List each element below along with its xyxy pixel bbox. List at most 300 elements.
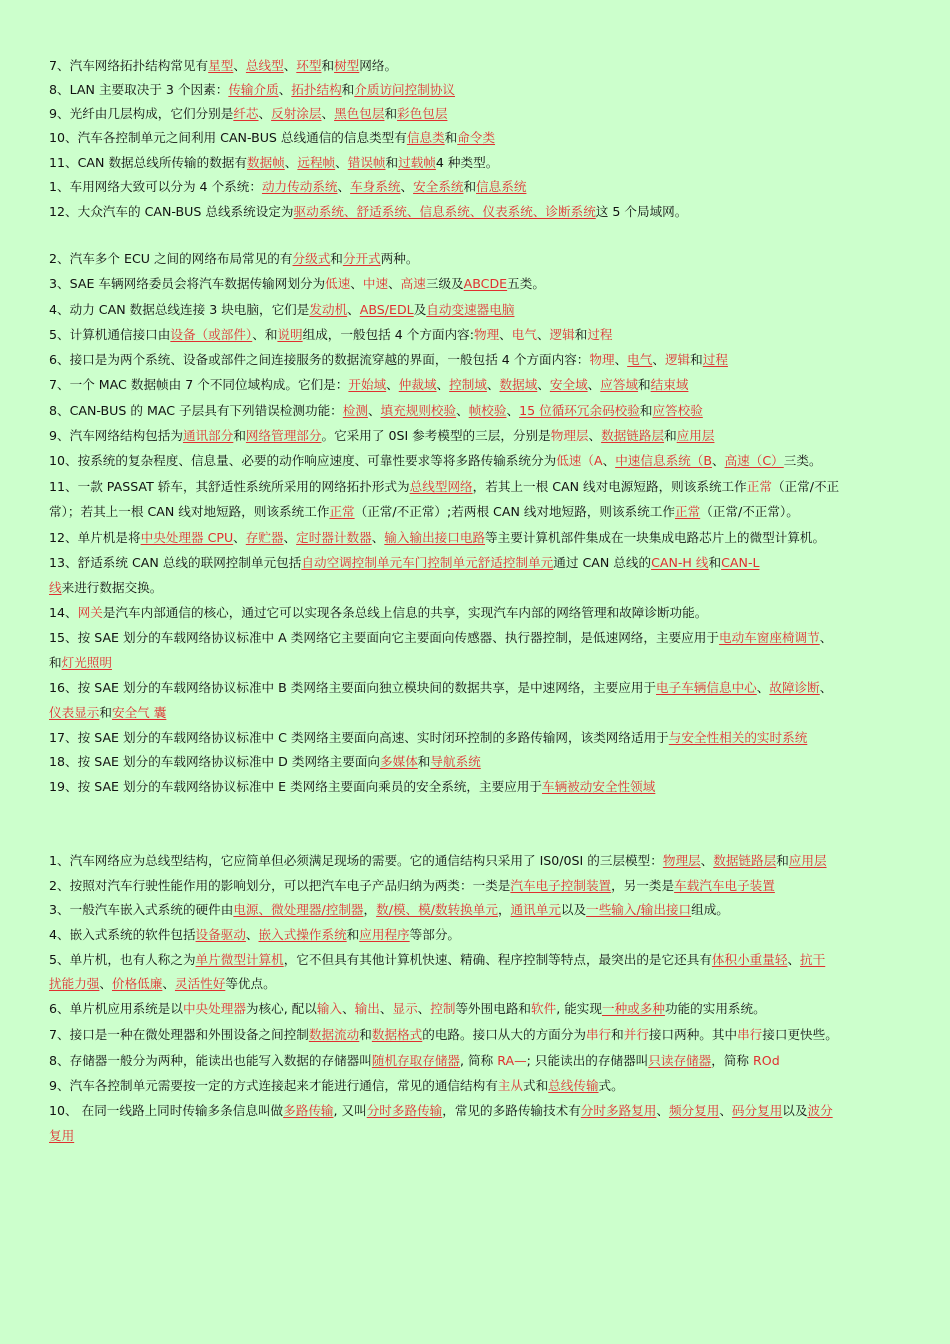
answer-text: 中速 <box>362 276 389 291</box>
answer-text: 介质访问控制协议 <box>354 82 456 97</box>
text-line <box>49 679 914 697</box>
answer-text: 应用程序 <box>359 927 410 942</box>
answer-text: 输入 <box>316 1001 343 1016</box>
answer-text: 数据链路层 <box>601 428 665 443</box>
text-line <box>49 427 914 445</box>
question-text: ，它不但具有其他计算机快速、精确、程序控制等特点，最突出的是它还具有 <box>283 952 712 967</box>
text-line <box>49 1000 914 1018</box>
question-text: 和 <box>233 428 246 443</box>
text-line <box>49 729 914 747</box>
answer-text: 黑色包层 <box>334 106 385 121</box>
answer-text: 并行 <box>623 1027 649 1042</box>
question-text: 7、汽车网络拓扑结构常见有 <box>49 58 209 73</box>
answer-text: 随机存取存储器 <box>371 1053 461 1068</box>
question-text: 、 <box>321 106 335 121</box>
question-text: , 又叫 <box>333 1103 367 1118</box>
text-line <box>49 178 914 196</box>
text-line <box>49 654 914 672</box>
answer-text: 波分 <box>807 1103 833 1118</box>
answer-text: 自动空调控制单元车门控制单元舒适控制单元 <box>301 555 554 570</box>
question-text: 和 <box>417 754 431 769</box>
answer-text: 控制域 <box>449 377 487 392</box>
answer-text: 过载帧 <box>398 155 436 170</box>
question-text: 。它采用了 0SI 参考模型的三层，分别是 <box>321 428 551 443</box>
answer-text: 错误帧 <box>347 155 386 170</box>
text-line <box>49 452 914 470</box>
answer-text: 数据流动 <box>308 1027 360 1042</box>
question-text: 、 <box>284 155 298 170</box>
text-line <box>49 926 914 944</box>
question-text: 18、按 SAE 划分的车载网络协议标准中 D 类网络主要面向 <box>49 754 381 769</box>
answer-text: 应答域 <box>600 377 639 392</box>
answer-text: 仲裁域 <box>398 377 437 392</box>
answer-text: 电气 <box>627 352 653 367</box>
answer-text: 纤芯 <box>233 106 259 121</box>
answer-text: 软件 <box>531 1001 557 1016</box>
text-line <box>49 250 914 268</box>
text-line <box>49 402 914 420</box>
question-text: 4、动力 CAN 数据总线连接 3 块电脑，它们是 <box>49 302 310 317</box>
question-text: 、 <box>819 630 833 645</box>
answer-text: 定时器计数器 <box>296 530 372 545</box>
question-text: 12、大众汽车的 CAN-BUS 总线系统设定为 <box>49 204 294 219</box>
question-text: 、 <box>719 1103 732 1118</box>
question-text: 、 <box>386 377 399 392</box>
answer-text: 数据域 <box>499 377 538 392</box>
text-line <box>49 351 914 369</box>
answer-text: 物理 <box>473 327 500 342</box>
question-text: 3、一般汽车嵌入式系统的硬件由 <box>49 902 234 917</box>
text-line <box>49 579 914 597</box>
question-text: 11、CAN 数据总线所传输的数据有 <box>49 155 247 170</box>
answer-text: 多媒体 <box>380 754 418 769</box>
answer-text: 应答校验 <box>652 403 703 418</box>
question-text: 15、按 SAE 划分的车载网络协议标准中 A 类网络它主要面向它主要面向传感器、执行器控制，是低速网络，主要应用于 <box>49 630 719 645</box>
answer-text: 价格低廉 <box>111 976 163 991</box>
question-text: 、 <box>787 952 801 967</box>
question-text: 和 <box>444 130 458 145</box>
answer-text: 低速 <box>325 276 351 291</box>
question-text: 、 <box>388 276 401 291</box>
answer-text: 数据链路层 <box>713 853 777 868</box>
answer-text: 正常 <box>329 504 355 519</box>
question-text: 4、嵌入式系统的软件包括 <box>49 927 196 942</box>
answer-text: 安全气 囊 <box>111 705 167 720</box>
answer-text: 码分复用 <box>731 1103 783 1118</box>
answer-text: 频分复用 <box>668 1103 720 1118</box>
question-text: 和 <box>574 327 588 342</box>
question-text: 、 <box>537 377 550 392</box>
answer-text: 应用层 <box>676 428 715 443</box>
answer-text: 总线型 <box>245 58 284 73</box>
question-text: 、 <box>756 680 770 695</box>
question-text: 8、CAN-BUS 的 MAC 子层具有下列错误检测功能： <box>49 403 343 418</box>
answer-text: 15 位循环冗余码校验 <box>519 403 640 418</box>
question-text: 和 <box>463 179 477 194</box>
answer-text: 开始域 <box>348 377 387 392</box>
question-text: 、 <box>99 976 112 991</box>
answer-text: 逻辑 <box>549 327 575 342</box>
question-text: 网络。 <box>359 58 398 73</box>
question-text: 和 <box>385 155 399 170</box>
answer-text: 网关 <box>77 605 103 620</box>
question-text: 和 <box>346 927 360 942</box>
question-text: 、 <box>700 853 714 868</box>
answer-text: 高速（C） <box>724 453 784 468</box>
text-line <box>49 1102 914 1120</box>
answer-text: 安全系统 <box>413 179 464 194</box>
answer-text: 设备驱动 <box>195 927 246 942</box>
text-line <box>49 1077 914 1095</box>
answer-text: 分时多路传输 <box>366 1103 443 1118</box>
answer-text: 正常 <box>746 479 772 494</box>
answer-text: ABCDE <box>463 276 508 291</box>
answer-text: 电气 <box>511 327 537 342</box>
answer-text: 逻辑 <box>664 352 691 367</box>
question-text: 和 <box>359 1027 372 1042</box>
question-text: 三类。 <box>783 453 822 468</box>
answer-text: 星型 <box>208 58 234 73</box>
question-text: 和 <box>321 58 335 73</box>
question-text: 功能的实用系统。 <box>664 1001 766 1016</box>
question-text: 和 <box>664 428 677 443</box>
question-text: 、 <box>711 453 725 468</box>
question-text: 等部分。 <box>409 927 461 942</box>
question-text: 式和 <box>522 1078 549 1093</box>
text-line <box>49 604 914 622</box>
question-text: 1、汽车网络应为总线型结构，它应简单但必须满足现场的需要。它的通信结构只采用了 IS0/0SI 的三层模型： <box>49 853 663 868</box>
text-line <box>49 478 914 496</box>
text-line <box>49 503 914 521</box>
answer-text: 安全域 <box>549 377 588 392</box>
question-text: 、 <box>371 530 385 545</box>
answer-text: 检测 <box>342 403 368 418</box>
question-text: 11、一款 PASSAT 轿车，其舒适性系统所采用的网络拓扑形式为 <box>49 479 410 494</box>
answer-text: 抗干 <box>800 952 826 967</box>
question-text: 组成。 <box>691 902 729 917</box>
question-text: 、 <box>162 976 175 991</box>
question-text: 12、单片机是将 <box>49 530 141 545</box>
question-text: （正常/不正常）;若两根 CAN 线对地短路，则该系统工作 <box>354 504 675 519</box>
question-text: 组成，一般包括 4 个方面内容: <box>302 327 474 342</box>
answer-text: ROd <box>753 1053 780 1068</box>
question-text: 、 <box>614 352 628 367</box>
answer-text: 物理 <box>589 352 615 367</box>
answer-text: 说明 <box>277 327 303 342</box>
answer-text: 嵌入式操作系统 <box>258 927 347 942</box>
answer-text: 树型 <box>334 58 360 73</box>
answer-text: 帧校验 <box>468 403 507 418</box>
answer-text: 复用 <box>49 1128 75 1143</box>
answer-text: 信息类 <box>406 130 445 145</box>
question-text: 和 <box>690 352 703 367</box>
question-text: （正常/不正 <box>771 479 840 494</box>
text-line <box>49 951 914 969</box>
question-text: 和 <box>384 106 398 121</box>
question-text: 、 <box>379 1001 393 1016</box>
text-line <box>49 629 914 647</box>
question-text: 等主要计算机部件集成在一块集成电路芯片上的微型计算机。 <box>485 530 826 545</box>
question-text: 式。 <box>598 1078 624 1093</box>
text-line <box>49 901 914 919</box>
question-text: ， <box>363 902 377 917</box>
answer-text: 只读存储器 <box>648 1053 712 1068</box>
question-text: ; 只能读出的存储器叫 <box>526 1053 649 1068</box>
answer-text: 命令类 <box>457 130 496 145</box>
answer-text: 分级式 <box>292 251 331 266</box>
answer-text: CAN-L <box>721 555 760 570</box>
answer-text: 中速信息系统（B <box>615 453 712 468</box>
text-line <box>49 154 914 172</box>
question-text: 、 <box>588 428 602 443</box>
question-text: 16、按 SAE 划分的车载网络协议标准中 B 类网络主要面向独立模块间的数据共享，是中速网络，主要应用于 <box>49 680 657 695</box>
answer-text: 电子车辆信息中心 <box>656 680 757 695</box>
answer-text: CAN-H 线 <box>651 555 709 570</box>
answer-text: 物理层 <box>550 428 589 443</box>
question-text: ， <box>497 902 511 917</box>
answer-text: 远程帧 <box>297 155 336 170</box>
text-line <box>49 877 914 895</box>
answer-text: 通讯部分 <box>182 428 234 443</box>
question-text: 、 <box>283 530 297 545</box>
question-text: 8、存储器一般分为两种，能读出也能写入数据的存储器叫 <box>49 1053 372 1068</box>
answer-text: 信息系统 <box>476 179 527 194</box>
answer-text: 通讯单元 <box>510 902 561 917</box>
question-text: 、 <box>456 403 469 418</box>
answer-text: 线 <box>49 580 62 595</box>
answer-text: 发动机 <box>309 302 348 317</box>
question-text: 、 <box>656 1103 669 1118</box>
answer-text: 车载汽车电子装置 <box>674 878 775 893</box>
text-line <box>49 1127 914 1145</box>
answer-text: 导航系统 <box>430 754 481 769</box>
question-text: 6、单片机应用系统是以 <box>49 1001 183 1016</box>
question-text: 、 <box>506 403 520 418</box>
answer-text: 总线型网络 <box>409 479 473 494</box>
question-text: 、 <box>337 179 351 194</box>
question-text: 3、SAE 车辆网络委员会将汽车数据传输网划分为 <box>49 276 326 291</box>
answer-text: 应用层 <box>788 853 827 868</box>
answer-text: 设备（或部件） <box>170 327 253 342</box>
question-text: 4 种类型。 <box>435 155 499 170</box>
question-text: 接口两种。其中 <box>648 1027 738 1042</box>
answer-text: 中央处理器 CPU <box>140 530 234 545</box>
question-text: 接口更快些。 <box>762 1027 838 1042</box>
answer-text: 一种或多种 <box>601 1001 665 1016</box>
answer-text: 控制 <box>430 1001 456 1016</box>
answer-text: 传输介质 <box>228 82 279 97</box>
question-text: 、 <box>233 58 246 73</box>
question-text: 五类。 <box>507 276 545 291</box>
text-line <box>49 778 914 796</box>
answer-text: 车身系统 <box>350 179 401 194</box>
answer-text: 电源、微处理器/控制器 <box>233 902 364 917</box>
answer-text: 输入输出接口电路 <box>384 530 486 545</box>
answer-text: 串行 <box>737 1027 763 1042</box>
answer-text: 灯光照明 <box>61 655 112 670</box>
answer-text: 正常 <box>675 504 701 519</box>
answer-text: 动力传动系统 <box>261 179 338 194</box>
question-text: 等外围电路和 <box>455 1001 531 1016</box>
question-text: 是汽车内部通信的核心，通过它可以实现各条总线上信息的共享，实现汽车内部的网络管理和故障诊断功能。 <box>102 605 708 620</box>
question-text: 、 <box>536 327 550 342</box>
answer-text: 过程 <box>702 352 728 367</box>
answer-text: 拓扑结构 <box>291 82 342 97</box>
answer-text: 多路传输 <box>283 1103 334 1118</box>
answer-text: 物理层 <box>662 853 701 868</box>
answer-text: 填充规则校验 <box>380 403 457 418</box>
text-line <box>49 301 914 319</box>
answer-text: 扰能力强 <box>49 976 100 991</box>
answer-text: 存贮器 <box>245 530 284 545</box>
question-text: 5、单片机，也有人称之为 <box>49 952 196 967</box>
answer-text: 结束域 <box>650 377 689 392</box>
text-line <box>49 376 914 394</box>
question-text: 、 <box>258 106 272 121</box>
answer-text: 主从 <box>497 1078 523 1093</box>
answer-text: 低速（A <box>556 453 603 468</box>
answer-text: 驱动系统、舒适系统、信息系统、仪表系统、诊断系统 <box>293 204 596 219</box>
question-text: 2、汽车多个 ECU 之间的网络布局常见的有 <box>49 251 293 266</box>
text-line <box>49 203 914 221</box>
text-line <box>49 704 914 722</box>
question-text: , 能实现 <box>556 1001 602 1016</box>
answer-text: 数/模、模/数转换单元 <box>376 902 498 917</box>
question-text: 和 <box>611 1027 624 1042</box>
question-text: 和 <box>638 377 651 392</box>
question-text: 9、汽车各控制单元需要按一定的方式连接起来才能进行通信，常见的通信结构有 <box>49 1078 498 1093</box>
answer-text: 高速 <box>400 276 426 291</box>
answer-text: 输出 <box>354 1001 380 1016</box>
answer-text: 数据帧 <box>246 155 285 170</box>
question-text: （正常/不正常）。 <box>700 504 799 519</box>
answer-text: 环型 <box>296 58 322 73</box>
question-text: 和 <box>708 555 722 570</box>
question-text: 为核心, 配以 <box>245 1001 317 1016</box>
question-text: 1、车用网络大致可以分为 4 个系统： <box>49 179 262 194</box>
question-text: 、 <box>400 179 414 194</box>
question-text: 10、按系统的复杂程度、信息量、必要的动作响应速度、可靠性要求等将多路传输系统分为 <box>49 453 557 468</box>
question-text: 、 <box>417 1001 431 1016</box>
answer-text: ABS/EDL <box>359 302 414 317</box>
question-text: , 简称 <box>460 1053 498 1068</box>
question-text: 10、 在同一线路上同时传输多条信息叫做 <box>49 1103 284 1118</box>
question-text: 5、计算机通信接口由 <box>49 327 171 342</box>
question-text: 、 <box>342 1001 355 1016</box>
question-text: 、 <box>436 377 450 392</box>
text-line <box>49 326 914 344</box>
question-text: 等优点。 <box>225 976 276 991</box>
question-text: 10、汽车各控制单元之间利用 CAN-BUS 总线通信的信息类型有 <box>49 130 407 145</box>
question-text: 、 <box>819 680 833 695</box>
question-text: 8、LAN 主要取决于 3 个因素： <box>49 82 229 97</box>
text-line <box>49 554 914 572</box>
answer-text: 故障诊断 <box>769 680 820 695</box>
text-line <box>49 753 914 771</box>
answer-text: 过程 <box>587 327 613 342</box>
question-text: 、 <box>587 377 601 392</box>
question-text: 和 <box>639 403 653 418</box>
question-text: 7、一个 MAC 数据帧由 7 个不同位域构成。它们是： <box>49 377 349 392</box>
question-text: 19、按 SAE 划分的车载网络协议标准中 E 类网络主要面向乘员的安全系统，主要应用于 <box>49 779 542 794</box>
answer-text: 灵活性好 <box>174 976 226 991</box>
answer-text: 汽车电子控制装置 <box>510 878 612 893</box>
text-line <box>49 81 914 99</box>
text-line <box>49 1052 914 1070</box>
answer-text: 彩色包层 <box>397 106 448 121</box>
answer-text: 反射涂层 <box>271 106 322 121</box>
answer-text: 仪表显示 <box>49 705 100 720</box>
text-line <box>49 529 914 547</box>
question-text: 及 <box>413 302 427 317</box>
question-text: ，简称 <box>711 1053 754 1068</box>
text-line <box>49 57 914 75</box>
question-text: 、 <box>499 327 512 342</box>
question-text: 以及 <box>782 1103 808 1118</box>
question-text: 、 <box>652 352 665 367</box>
text-line <box>49 1026 914 1044</box>
question-text: 和 <box>99 705 112 720</box>
answer-text: 体积小重量轻 <box>711 952 788 967</box>
question-text: 三级及 <box>425 276 464 291</box>
question-text: 两种。 <box>380 251 419 266</box>
question-text: 13、舒适系统 CAN 总线的联网控制单元包括 <box>49 555 302 570</box>
question-text: 通过 CAN 总线的 <box>553 555 652 570</box>
question-text: 、 <box>602 453 616 468</box>
question-text: 的电路。接口从大的方面分为 <box>422 1027 586 1042</box>
question-text: 、 <box>283 58 297 73</box>
question-text: 、 <box>278 82 292 97</box>
question-text: 2、按照对汽车行驶性能作用的影响划分，可以把汽车电子产品归纳为两类：一类是 <box>49 878 511 893</box>
answer-text: 电动车窗座椅调节 <box>718 630 820 645</box>
text-line <box>49 129 914 147</box>
answer-text: 自动变速器电脑 <box>426 302 515 317</box>
question-text: ，另一类是 <box>611 878 675 893</box>
answer-text: 与安全性相关的实时系统 <box>668 730 808 745</box>
question-text: 、 <box>335 155 348 170</box>
answer-text: 中央处理器 <box>182 1001 246 1016</box>
question-text: 这 5 个局域网。 <box>595 204 688 219</box>
text-line <box>49 852 914 870</box>
question-text: 14、 <box>49 605 78 620</box>
text-line <box>49 975 914 993</box>
text-line <box>49 105 914 123</box>
question-text: 、 <box>367 403 381 418</box>
answer-text: 串行 <box>585 1027 612 1042</box>
question-text: 以及 <box>560 902 587 917</box>
question-text: 和 <box>49 655 62 670</box>
answer-text: 分时多路复用 <box>580 1103 657 1118</box>
question-text: 、 <box>245 927 259 942</box>
answer-text: 显示 <box>392 1001 418 1016</box>
question-text: 来进行数据交换。 <box>61 580 163 595</box>
answer-text: 数据格式 <box>371 1027 423 1042</box>
answer-text: 总线传输 <box>548 1078 599 1093</box>
question-text: 常）；若其上一根 CAN 线对地短路，则该系统工作 <box>49 504 330 519</box>
question-text: 、 <box>486 377 500 392</box>
question-text: 6、接口是为两个系统、设备或部件之间连接服务的数据流穿越的界面，一般包括 4 个方面内容： <box>49 352 590 367</box>
answer-text: 单片微型计算机 <box>195 952 284 967</box>
question-text: 9、汽车网络结构包括为 <box>49 428 183 443</box>
answer-text: 一些输入/输出接口 <box>586 902 692 917</box>
question-text: 9、光纤由几层构成，它们分别是 <box>49 106 234 121</box>
text-line <box>49 275 914 293</box>
question-text: 、 <box>350 276 363 291</box>
question-text: 、 <box>347 302 360 317</box>
answer-text: 分开式 <box>342 251 381 266</box>
question-text: ，若其上一根 CAN 线对电源短路，则该系统工作 <box>472 479 747 494</box>
question-text: ，常见的多路传输技术有 <box>442 1103 581 1118</box>
